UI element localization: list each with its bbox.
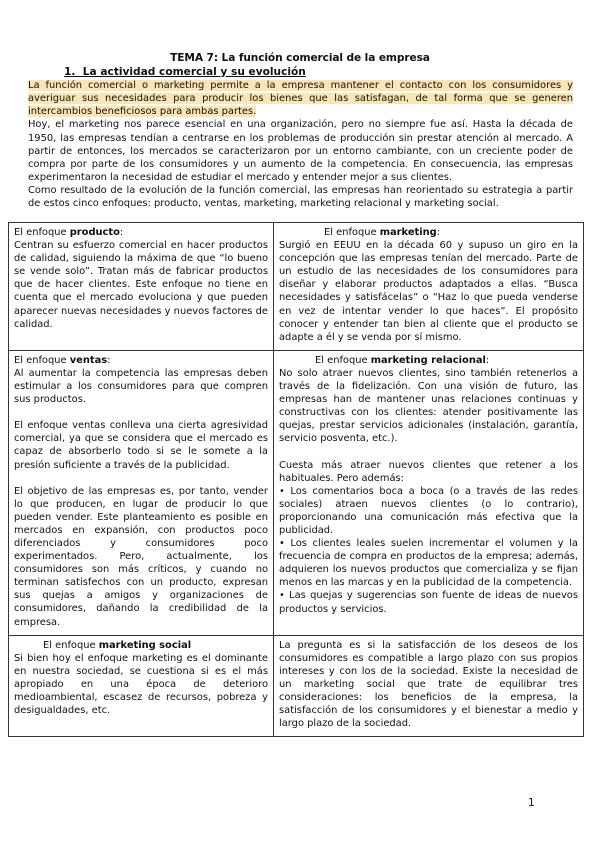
text-ventas-3: El objetivo de las empresas es, por tanto, vender lo que producen, en lugar de producir lo que pueden vender. Este planteamiento es posible en mercados en expansión, con productos poco diferenciados y consumidores poco experimentados. Pero, actualmente, los consumidores son más críticos, y cuando no terminan satisfechos con un producto, expresan sus quejas a amigos y organizaciones de consumidores, dañando la credibilidad de la empresa. xyxy=(14,485,268,628)
text-relacional-1: No solo atraer nuevos clientes, sino también retenerlos a través de la fidelización. Con una visión de futuro, las empresas han de mantener unas relaciones continuas y constructivas con los clientes: atender positivamente las quejas, prestar servicios adicionales (instalación, garantía, servicio posventa, etc.). xyxy=(279,367,578,445)
cell-enfoque-social xyxy=(9,635,274,737)
heading-prefix: El enfoque xyxy=(14,354,70,366)
heading-suffix: : xyxy=(119,227,124,238)
intro-text xyxy=(28,79,573,211)
text-relacional-2: Cuesta más atraer nuevos clientes que retener a los habituales. Pero además: xyxy=(279,459,578,484)
list-item: • Los comentarios boca a boca (o a través de las redes sociales) atraen nuevos clientes (o lo contrario), proporcionando una comunicación más efectiva que la publicidad. xyxy=(279,485,578,536)
table-row xyxy=(9,223,584,351)
section-heading xyxy=(64,66,306,78)
intro-paragraph-1: Hoy, el marketing nos parece esencial en una organización, pero no siempre fue así. Hasta la década de 1950, las empresas tendían a centrarse en los problemas de producción sin prestar atención al mercado. A partir de entonces, los mercados se caracterizaron por un entorno cambiante, con un creciente poder de compra por parte de los consumidores y un aumento de la competencia. En consecuencia, las empresas experimentaron la necesidad de estudiar el mercado y entender mejor a sus clientes. xyxy=(28,119,573,184)
heading-name: producto xyxy=(69,227,120,238)
text-ventas-2: El enfoque ventas conlleva una cierta agresividad comercial, ya que se considera que el mercado es capaz de absorberlo todo si se le somete a la presión suficiente a través de la publicidad. xyxy=(14,420,268,471)
heading-suffix: : xyxy=(436,227,441,238)
heading-suffix: : xyxy=(485,354,490,366)
table-row xyxy=(9,350,584,635)
cell-enfoque-producto xyxy=(9,223,274,351)
text-producto: Centran su esfuerzo comercial en hacer productos de calidad, siguiendo la máxima de que “lo bueno se vende solo”. Tratan más de fabricar productos que de hacer clientes. Este enfoque no tiene en cuenta que el mercado evoluciona y que pueden aparecer nuevas necesidades y nuevos factores de calidad. xyxy=(14,240,268,330)
cell-enfoque-relacional xyxy=(274,350,584,635)
page-number: 1 xyxy=(528,797,535,809)
heading-name: marketing social xyxy=(98,639,192,651)
text-marketing: Surgió en EEUU en la década 60 y supuso un giro en la concepción que las empresas tenían del mercado. Parte de un estudio de las necesidades de los consumidores para diseñar y elaborar productos adaptados a ellas. “Busca necesidades y satisfácelas” o “Haz lo que pueda venderse en vez de intentar vender lo que haces”. El propósito conocer y entender tan bien al cliente que el producto se adapte a él y se venda por sí mismo. xyxy=(279,240,578,343)
heading-relacional xyxy=(279,354,578,367)
highlighted-definition: La función comercial o marketing permite a la empresa mantener el contacto con los consumidores y averiguar sus necesidades para producir los bienes que las satisfagan, de tal forma que se generen intercambios beneficiosos para ambas partes. xyxy=(28,80,573,118)
heading-social xyxy=(14,639,268,652)
enfoques-table xyxy=(8,222,584,737)
heading-suffix: : xyxy=(107,354,111,366)
heading-prefix: El enfoque xyxy=(315,354,371,366)
cell-social-right xyxy=(274,635,584,737)
list-item: • Las quejas y sugerencias son fuente de ideas de nuevos productos y servicios. xyxy=(279,590,578,615)
heading-name: marketing relacional xyxy=(370,354,486,366)
text-social-right: La pregunta es si la satisfacción de los deseos de los consumidores es compatible a largo plazo con sus propios intereses y con los de la sociedad. Existe la necesidad de un marketing social que trate de equilibrar tres consideraciones: los beneficios de la empresa, la satisfacción de los consumidores y el bienestar a medio y largo plazo de la sociedad. xyxy=(279,639,578,730)
relacional-bullets xyxy=(279,485,578,616)
heading-prefix: El enfoque xyxy=(324,227,380,238)
heading-name: marketing xyxy=(379,227,437,238)
section-heading-text: La actividad comercial y su evolución xyxy=(82,66,306,78)
cell-enfoque-marketing xyxy=(274,223,584,351)
heading-marketing xyxy=(279,226,578,239)
section-number: 1. xyxy=(64,66,76,78)
list-item: • Los clientes leales suelen incrementar el volumen y la frecuencia de compra en productos de la empresa; además, adquieren los nuevos productos que comercializa y se fijan menos en las marcas y en la publicidad de la competencia. xyxy=(279,538,578,589)
cell-enfoque-ventas xyxy=(9,350,274,635)
text-ventas-1: Al aumentar la competencia las empresas deben estimular a los consumidores para que compren sus productos. xyxy=(14,367,268,406)
table-row xyxy=(9,635,584,737)
heading-prefix: El enfoque xyxy=(14,227,70,238)
heading-name: ventas xyxy=(69,354,108,366)
text-social: Si bien hoy el enfoque marketing es el dominante en nuestra sociedad, se cuestiona si es el más apropiado en una época de deterioro medioambiental, escasez de recursos, pobreza y desigualdades, etc. xyxy=(14,652,268,717)
intro-paragraph-2: Como resultado de la evolución de la función comercial, las empresas han reorientado su estrategia a partir de estos cinco enfoques: producto, ventas, marketing, marketing relacional y marketing social. xyxy=(28,185,573,210)
page-title: TEMA 7: La función comercial de la empresa xyxy=(170,52,430,64)
heading-producto xyxy=(14,226,268,239)
heading-prefix: El enfoque xyxy=(43,639,99,651)
heading-ventas xyxy=(14,354,268,367)
